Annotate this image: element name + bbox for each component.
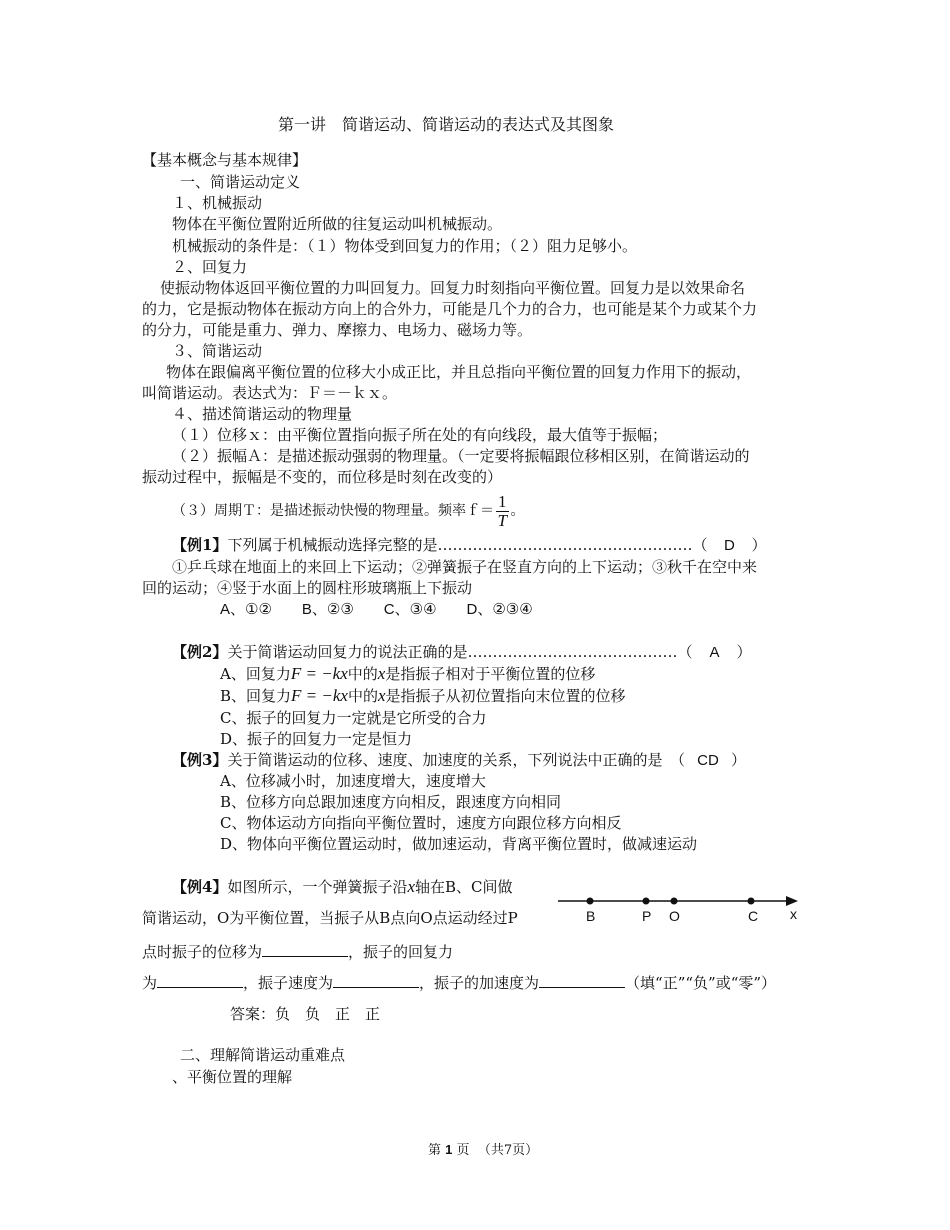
- answer-blank: [157, 971, 243, 988]
- example-3-stem: 【例3】关于简谐运动的位移、速度、加速度的关系，下列说法中正确的是 （ CD ）: [172, 751, 746, 769]
- point-p: [643, 898, 650, 905]
- section-heading-2: 二、理解简谐运动重难点: [180, 1046, 346, 1064]
- label-b: B: [586, 908, 596, 924]
- example-4-answer: 答案：负 负 正 正: [230, 1005, 381, 1023]
- point-c: [748, 898, 755, 905]
- example-4-line: 简谐运动，O为平衡位置，当振子从B点向O点运动经过P: [142, 909, 518, 927]
- example-2-option-b: B、回复力F = −kx中的x是指振子从初位置指向末位置的位移: [220, 686, 626, 705]
- example-2-option-d: D、振子的回复力一定是恒力: [220, 730, 413, 748]
- answer-label: D: [724, 537, 735, 554]
- example-1-stem: 【例1】下列属于机械振动选择完整的是……………………………………………（ D ）: [172, 536, 767, 554]
- paragraph-line: 使振动物体返回平衡位置的力叫回复力。回复力时刻指向平衡位置。回复力是以效果命名: [160, 279, 746, 297]
- subheading-shm: ３、简谐运动: [172, 342, 263, 360]
- answer-label: CD: [697, 752, 719, 769]
- section-header: 【基本概念与基本规律】: [142, 151, 308, 169]
- example-3-option-d: D、物体向平衡位置运动时，做加速运动，背离平衡位置时，做减速运动: [220, 835, 698, 853]
- example-4-line: 点时振子的位移为 ，振子的回复力: [142, 940, 453, 962]
- page-title: 第一讲 简谐运动、简谐运动的表达式及其图象: [278, 115, 615, 134]
- example-4-line: 为 ，振子速度为 ，振子的加速度为 （填“正”“负”或“零”）: [142, 971, 776, 993]
- label-c: C: [748, 908, 759, 924]
- example-2-stem: 【例2】关于简谐运动回复力的说法正确的是……………………………………（ A ）: [172, 643, 752, 661]
- answer-blank: [262, 940, 348, 957]
- point-b: [587, 898, 594, 905]
- label-p: P: [642, 908, 652, 924]
- paragraph-line: 物体在跟偏离平衡位置的位移大小成正比，并且总指向平衡位置的回复力作用下的振动，: [166, 363, 752, 381]
- quantity-amplitude-line: 振动过程中，振幅是不变的，而位移是时刻在改变的）: [142, 468, 503, 486]
- example-3-option-a: A、位移减小时，加速度增大，速度增大: [220, 772, 486, 790]
- quantity-displacement: （１）位移ｘ：由平衡位置指向振子所在处的有向线段，最大值等于振幅；: [172, 426, 668, 444]
- paragraph-line: 的分力，可能是重力、弹力、摩擦力、电场力、磁场力等。: [142, 321, 533, 339]
- page-footer: 第 1 页 （共7页）: [428, 1142, 539, 1158]
- example-1-line: ①乒乓球在地面上的来回上下运动；②弹簧振子在竖直方向的上下运动；③秋千在空中来: [172, 558, 758, 576]
- subheading-quantities: ４、描述简谐运动的物理量: [172, 405, 353, 423]
- point-o: [671, 898, 678, 905]
- paragraph-line: 的力，它是振动物体在振动方向上的合外力，可能是几个力的合力，也可能是某个力或某个力: [142, 300, 758, 318]
- label-o: O: [669, 908, 680, 924]
- frequency-fraction: $\frac{1}{T}$: [497, 491, 507, 530]
- answer-blank: [539, 971, 625, 988]
- answer-blank: [333, 971, 419, 988]
- x-axis-figure: [550, 885, 810, 925]
- example-2-option-a: A、回复力F = −kx中的x是指振子相对于平衡位置的位移: [220, 664, 596, 683]
- example-1-line: 回的运动；④竖于水面上的圆柱形玻璃瓶上下振动: [142, 579, 473, 597]
- example-1-options: A、①② B、②③ C、③④ D、②③④: [220, 601, 533, 618]
- example-3-option-b: B、位移方向总跟加速度方向相反，跟速度方向相同: [220, 793, 562, 811]
- subheading-equilibrium: 、平衡位置的理解: [172, 1068, 293, 1086]
- example-4-line: 【例4】如图所示，一个弹簧振子沿x轴在B、C间做: [172, 877, 513, 896]
- paragraph-line: 叫简谐运动。表达式为：Ｆ＝－ｋｘ。: [142, 384, 398, 402]
- paragraph: 物体在平衡位置附近所做的往复运动叫机械振动。: [172, 215, 503, 233]
- example-3-option-c: C、物体运动方向指向平衡位置时，速度方向跟位移方向相反: [220, 814, 622, 832]
- quantity-period: （３）周期Ｔ：是描述振动快慢的物理量。频率ｆ＝ $\frac{1}{T}$ 。: [172, 491, 525, 530]
- axis-arrow-icon: [786, 896, 798, 906]
- section-heading-1: 一、简谐运动定义: [180, 173, 301, 191]
- quantity-amplitude-line: （２）振幅Ａ：是描述振动强弱的物理量。（一定要将振幅跟位移相区别，在简谐运动的: [172, 447, 750, 465]
- label-x: x: [790, 906, 797, 922]
- answer-label: A: [709, 644, 720, 661]
- subheading-mechanical-vibration: １、机械振动: [172, 194, 263, 212]
- example-2-option-c: C、振子的回复力一定就是它所受的合力: [220, 709, 487, 727]
- paragraph: 机械振动的条件是：（１）物体受到回复力的作用；（２）阻力足够小。: [172, 237, 638, 255]
- subheading-restoring-force: ２、回复力: [172, 258, 248, 276]
